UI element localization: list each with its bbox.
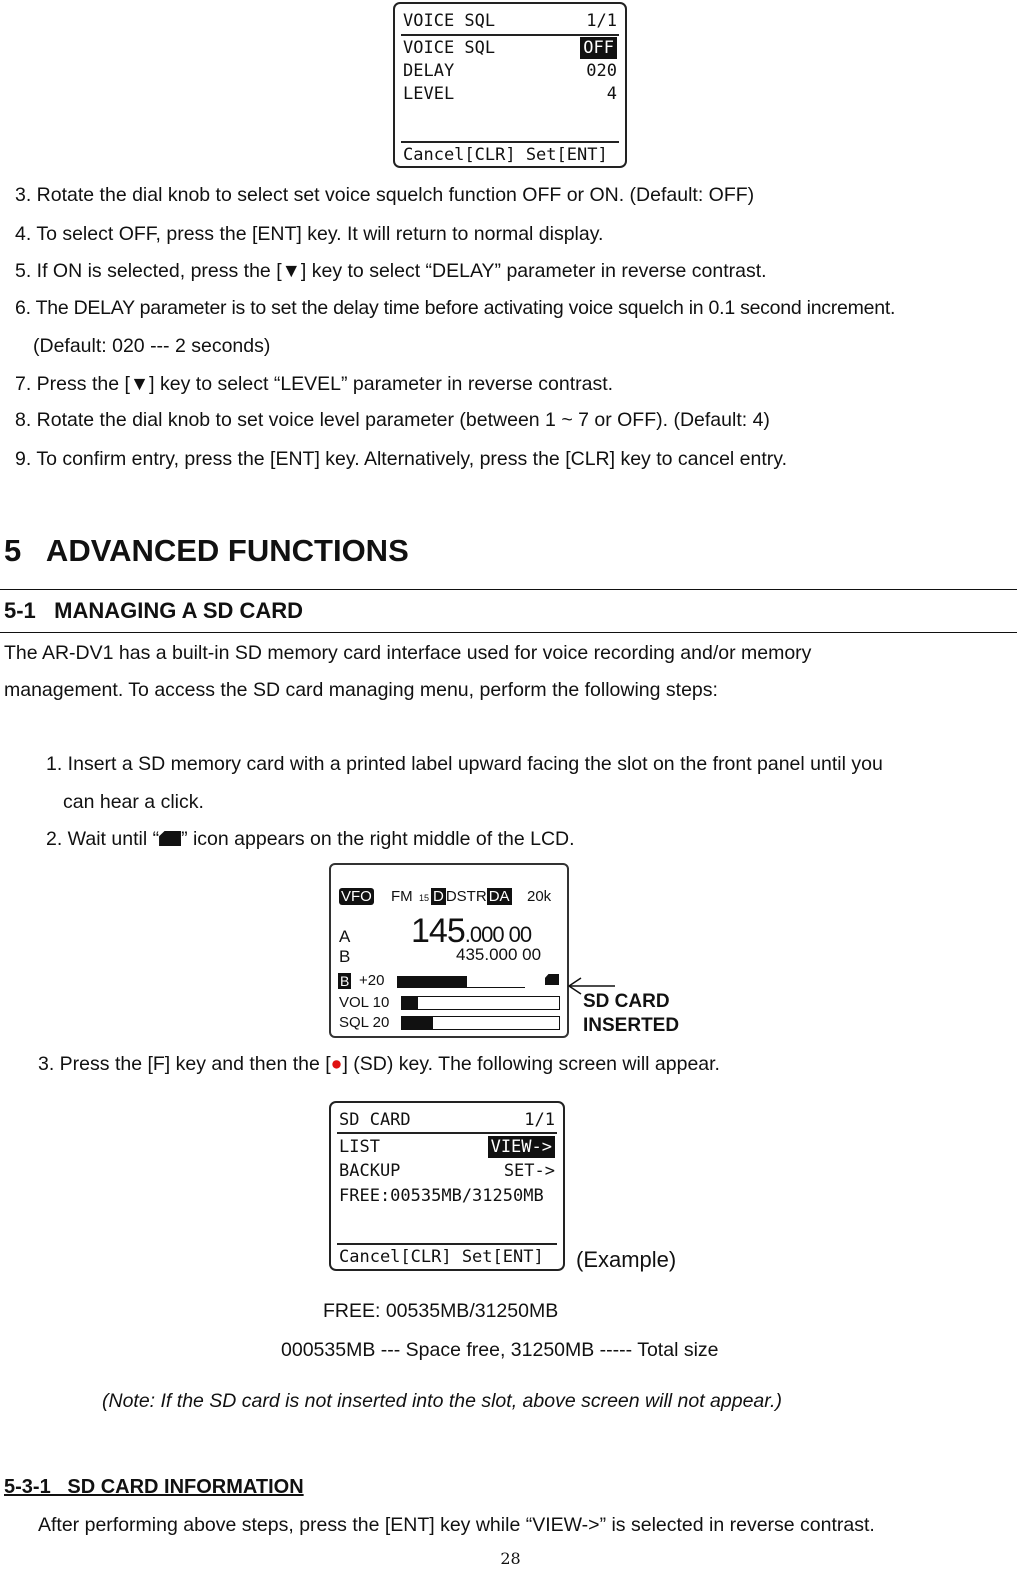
level-label: LEVEL: [403, 84, 455, 104]
step-9: 9. To confirm entry, press the [ENT] key. Alternatively, press the [CLR] key to cancel entry.: [15, 448, 788, 470]
sd-card-icon: [159, 831, 181, 846]
list-label: LIST: [339, 1137, 380, 1157]
lcd-footer: Cancel[CLR] Set[ENT]: [403, 145, 608, 165]
note: (Note: If the SD card is not inserted into the slot, above screen will not appear.): [102, 1390, 782, 1412]
free-line: FREE: 00535MB/31250MB: [323, 1300, 559, 1322]
b-label: B: [339, 947, 351, 966]
annotation-line-2: INSERTED: [583, 1015, 680, 1036]
sql-label: SQL: [339, 1014, 369, 1031]
step-5: 5. If ON is selected, press the [▼] key to select “DELAY” parameter in reverse contrast.: [15, 260, 767, 282]
signal-meter-fill: [397, 976, 467, 987]
freq-a-big: 145: [411, 912, 465, 950]
sql-group: [339, 1014, 389, 1031]
page-number: 28: [500, 1549, 521, 1568]
sd-step-1: 1. Insert a SD memory card with a printed label upward facing the slot on the front panel until you: [46, 753, 883, 775]
a-label: A: [339, 927, 351, 946]
voice-sql-lcd: [393, 2, 627, 168]
backup-label: BACKUP: [339, 1161, 401, 1181]
dstr-group: [431, 888, 512, 905]
vfo-badge: VFO: [341, 888, 372, 905]
b-badge: B: [340, 973, 350, 989]
sd-step-3: 3. Press the [F] key and then the [●] (SD) key. The following screen will appear.: [38, 1053, 720, 1075]
view-value: VIEW->: [488, 1136, 555, 1158]
free-explain: 000535MB --- Space free, 31250MB ----- Total size: [281, 1339, 719, 1361]
sd-step-2: 2. Wait until “ ” icon appears on the right middle of the LCD.: [46, 828, 575, 850]
sd-card-lcd-icon: [545, 974, 559, 985]
intro-line-2: management. To access the SD card managing menu, perform the following steps:: [4, 679, 718, 701]
step-number: 15: [419, 893, 430, 903]
lcd3-page: 1/1: [524, 1110, 555, 1130]
step-4: 4. To select OFF, press the [ENT] key. It will return to normal display.: [15, 223, 604, 245]
voice-sql-value: OFF: [580, 37, 617, 59]
freq-a-small: .000 00: [464, 922, 532, 947]
sql-bar-fill: [402, 1017, 433, 1029]
sub-heading: 5-3-1 SD CARD INFORMATION: [4, 1476, 304, 1498]
vol-label: VOL: [339, 994, 369, 1011]
delay-value: 020: [586, 61, 617, 81]
main-lcd: [329, 863, 569, 1038]
annotation-line-1: SD CARD: [583, 991, 670, 1012]
sd-step-1-cont: can hear a click.: [63, 791, 204, 813]
d-badge: D: [433, 888, 444, 905]
lcd3-title: SD CARD: [339, 1110, 411, 1130]
red-dot-icon: ●: [330, 1053, 343, 1075]
free-space: FREE:00535MB/31250MB: [339, 1186, 544, 1206]
vol-bar: [401, 996, 560, 1010]
modulation: FM: [391, 888, 413, 905]
signal-meter: [397, 973, 525, 988]
section-title: 5 ADVANCED FUNCTIONS: [4, 533, 409, 568]
step-6-default: (Default: 020 --- 2 seconds): [33, 335, 271, 357]
vol-value: 10: [372, 994, 390, 1011]
step-8: 8. Rotate the dial knob to set voice level parameter (between 1 ~ 7 or OFF). (Default: 4): [15, 409, 770, 431]
da-badge: DA: [488, 888, 510, 905]
sd-card-lcd: [329, 1101, 565, 1271]
step-6: 6. The DELAY parameter is to set the delay time before activating voice squelch in 0.1 second increment.: [15, 297, 896, 319]
subsection-title: 5-1 MANAGING A SD CARD: [4, 598, 304, 623]
signal-value: +20: [359, 972, 385, 989]
step-size: 20k: [527, 888, 552, 905]
voice-sql-label: VOICE SQL: [403, 38, 496, 58]
lcd-title: VOICE SQL: [403, 11, 496, 31]
sql-value: 20: [372, 1014, 390, 1031]
delay-label: DELAY: [403, 61, 455, 81]
section-divider-bottom: [0, 632, 1017, 633]
level-value: 4: [606, 84, 617, 104]
set-value: SET->: [503, 1161, 555, 1181]
section-divider-top: [0, 589, 1017, 590]
dstr-label: DSTR: [445, 888, 487, 905]
step-7: 7. Press the [▼] key to select “LEVEL” parameter in reverse contrast.: [15, 373, 614, 395]
sub-text: After performing above steps, press the [ENT] key while “VIEW->” is selected in reverse contrast.: [38, 1514, 875, 1536]
sql-bar: [401, 1016, 560, 1030]
vol-group: [339, 994, 389, 1011]
lcd3-footer: Cancel[CLR] Set[ENT]: [339, 1247, 544, 1267]
lcd-page: 1/1: [586, 11, 617, 31]
example-label: (Example): [576, 1247, 677, 1272]
vol-bar-fill: [402, 997, 418, 1009]
step-3: 3. Rotate the dial knob to select set voice squelch function OFF or ON. (Default: OFF): [15, 184, 755, 206]
intro-line-1: The AR-DV1 has a built-in SD memory card interface used for voice recording and/or memory: [4, 642, 812, 664]
freq-b: 435.000 00: [456, 945, 542, 964]
